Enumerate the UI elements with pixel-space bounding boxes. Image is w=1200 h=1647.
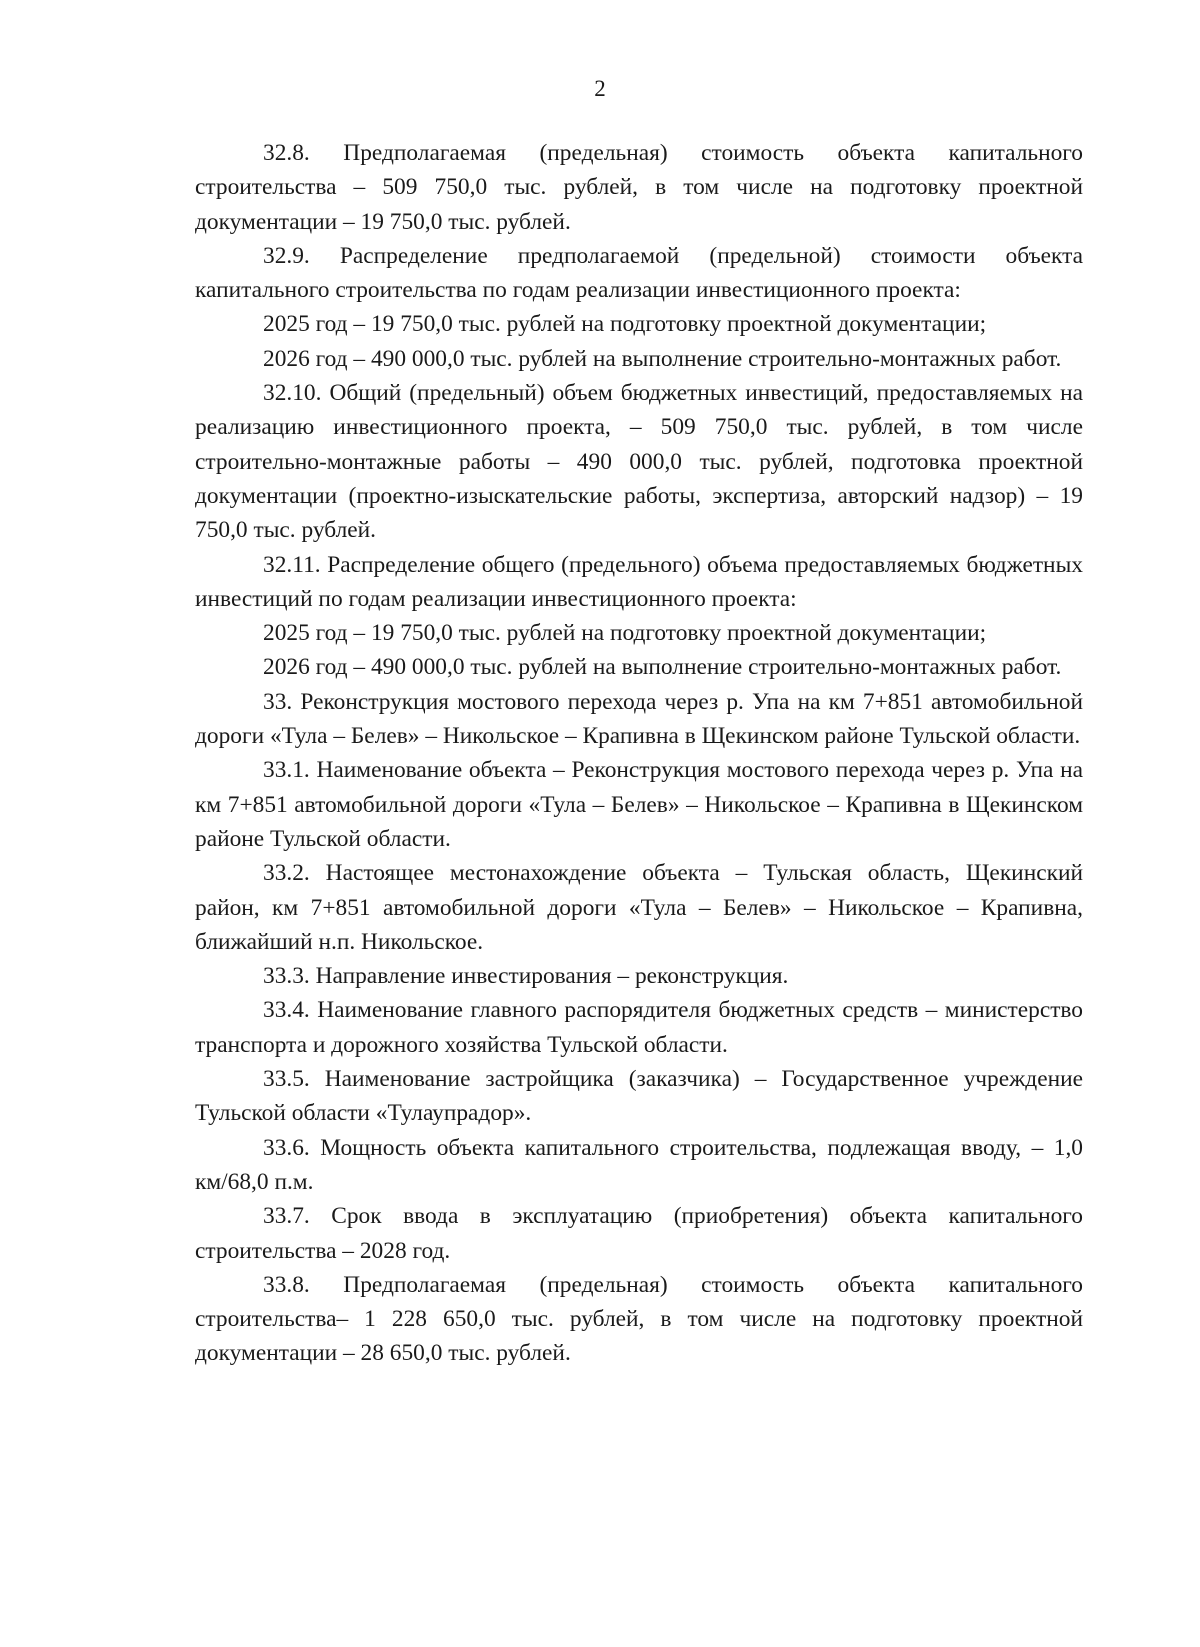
paragraph-33-2: 33.2. Настоящее местонахождение объекта – Тульская область, Щекинский район, км 7+851 автомобильной дороги «Тула – Белев» – Никольское – Крапивна, ближайший н.п. Никольское. — [195, 860, 1083, 955]
paragraph-33-4: 33.4. Наименование главного распорядителя бюджетных средств – министерство транспорта и дорожного хозяйства Тульской области. — [195, 997, 1083, 1058]
paragraph-33-3: 33.3. Направление инвестирования – реконструкция. — [263, 963, 789, 990]
paragraph-33-8: 33.8. Предполагаемая (предельная) стоимость объекта капитального строительства– 1 228 650,0 тыс. рублей, в том числе на подготовку проектной документации – 28 650,0 тыс. рублей. — [195, 1271, 1083, 1367]
paragraph-32-11-year-2026: 2026 год – 490 000,0 тыс. рублей на выполнение строительно-монтажных работ. — [263, 654, 1062, 681]
paragraph-32-8: 32.8. Предполагаемая (предельная) стоимость объекта капитального строительства – 509 750,0 тыс. рублей, в том числе на подготовку проектной документации – 19 750,0 тыс. рублей. — [195, 140, 1083, 235]
paragraph-32-10: 32.10. Общий (предельный) объем бюджетных инвестиций, предоставляемых на реализацию инвестиционного проекта, – 509 750,0 тыс. рублей, в том числе строительно-монтажные работы – 490 000,0 тыс. рублей, подготовка проектной документации (проектно-изыскательские работы, экспертиза, авторский надзор) – 19 750,0 тыс. рублей. — [195, 380, 1083, 544]
paragraph-33-7: 33.7. Срок ввода в эксплуатацию (приобретения) объекта капитального строительства – 2028 год. — [195, 1203, 1083, 1264]
paragraph-32-9-year-2026: 2026 год – 490 000,0 тыс. рублей на выполнение строительно-монтажных работ. — [263, 345, 1062, 372]
paragraph-32-11: 32.11. Распределение общего (предельного) объема предоставляемых бюджетных инвестиций по годам реализации инвестиционного проекта: — [195, 551, 1083, 612]
paragraph-32-11-year-2025: 2025 год – 19 750,0 тыс. рублей на подготовку проектной документации; — [263, 620, 987, 647]
document-body — [195, 136, 1083, 1371]
paragraph-33-6: 33.6. Мощность объекта капитального строительства, подлежащая вводу, – 1,0 км/68,0 п.м. — [195, 1134, 1083, 1195]
page-number: 2 — [594, 76, 606, 101]
paragraph-32-9: 32.9. Распределение предполагаемой (предельной) стоимости объекта капитального строительства по годам реализации инвестиционного проекта: — [195, 242, 1083, 304]
paragraph-32-9-year-2025: 2025 год – 19 750,0 тыс. рублей на подготовку проектной документации; — [263, 311, 987, 338]
paragraph-33-5: 33.5. Наименование застройщика (заказчика) – Государственное учреждение Тульской области «Тулаупрадор». — [195, 1066, 1083, 1127]
paragraph-33-1: 33.1. Наименование объекта – Реконструкция мостового перехода через р. Упа на км 7+851 автомобильной дороги «Тула – Белев» – Никольское – Крапивна в Щекинском районе Тульской области. — [195, 757, 1083, 852]
paragraph-33: 33. Реконструкция мостового перехода через р. Упа на км 7+851 автомобильной дороги «Тула – Белев» – Никольское – Крапивна в Щекинском районе Тульской области. — [195, 688, 1083, 750]
